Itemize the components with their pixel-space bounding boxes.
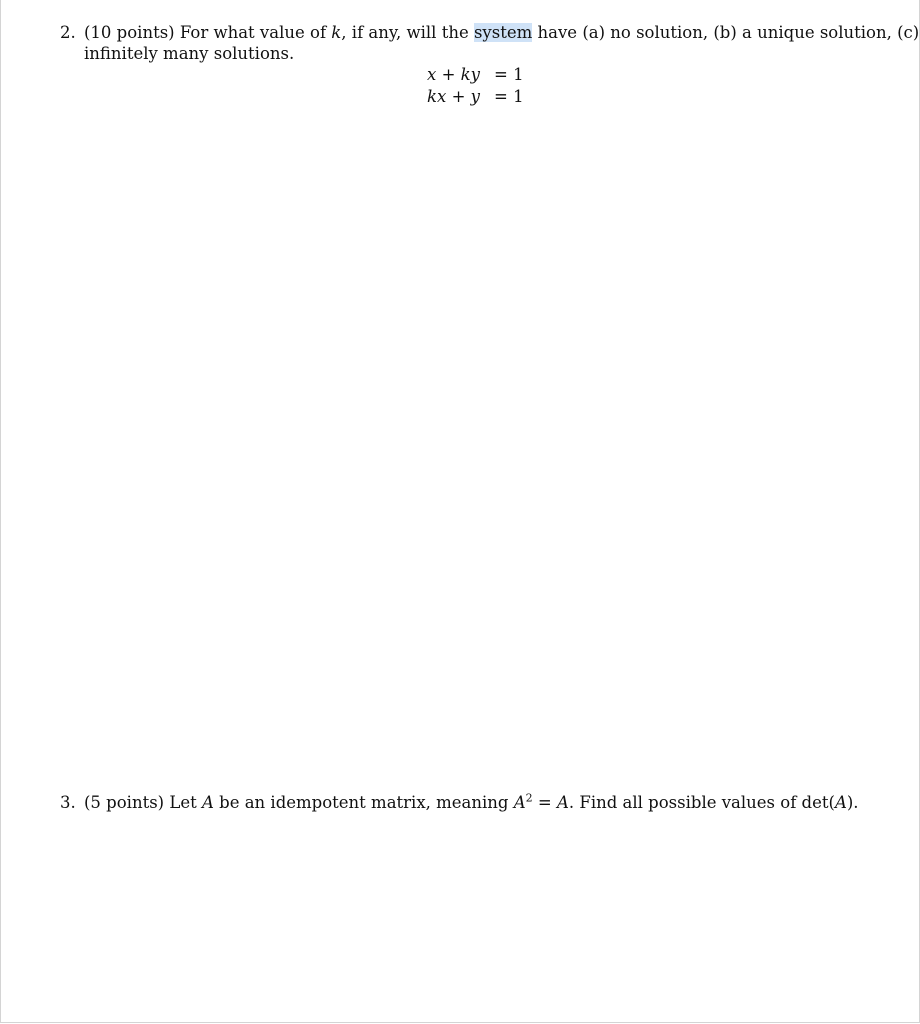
selected-text-highlight[interactable]: system [473,23,533,42]
problem-3-line-1 [60,792,872,813]
equation-1-rhs: = 1 [494,65,524,84]
problem-3-text-e: ). [846,793,859,812]
problem-2-text-a: (10 points) For what value of [84,23,332,42]
equation-2-lhs: kx + y [427,87,480,106]
problem-3-var-a-3: A [556,793,569,812]
problem-2-var-k: k [331,23,342,42]
equation-2-rhs: = 1 [494,87,524,106]
equation-1-lhs: x + ky [427,65,480,84]
equation-row-1 [420,64,524,86]
problem-3-var-a-1: A [201,793,214,812]
problem-2-number: 2. [60,23,76,42]
problem-3-var-a-2: A [513,793,526,812]
problem-3-text-b: be an idempotent matrix, meaning [213,793,514,812]
problem-3-exponent: 2 [525,791,533,805]
problem-3-text-c: = [532,793,557,812]
equation-system [420,64,524,108]
equation-row-2 [420,86,524,108]
problem-3-number: 3. [60,793,76,812]
problem-3-text-a: (5 points) Let [84,793,202,812]
problem-2-line-1 [60,22,920,43]
problem-3-text-d: . Find all possible values of det( [568,793,835,812]
problem-2 [60,22,920,64]
problem-2-text-b: , if any, will the [341,23,474,42]
problem-3-var-a-4: A [834,793,847,812]
problem-2-text-c: have (a) no solution, (b) a unique solution, (c) [532,23,920,42]
problem-2-line-2: infinitely many solutions. [84,44,295,63]
problem-3 [60,792,872,813]
